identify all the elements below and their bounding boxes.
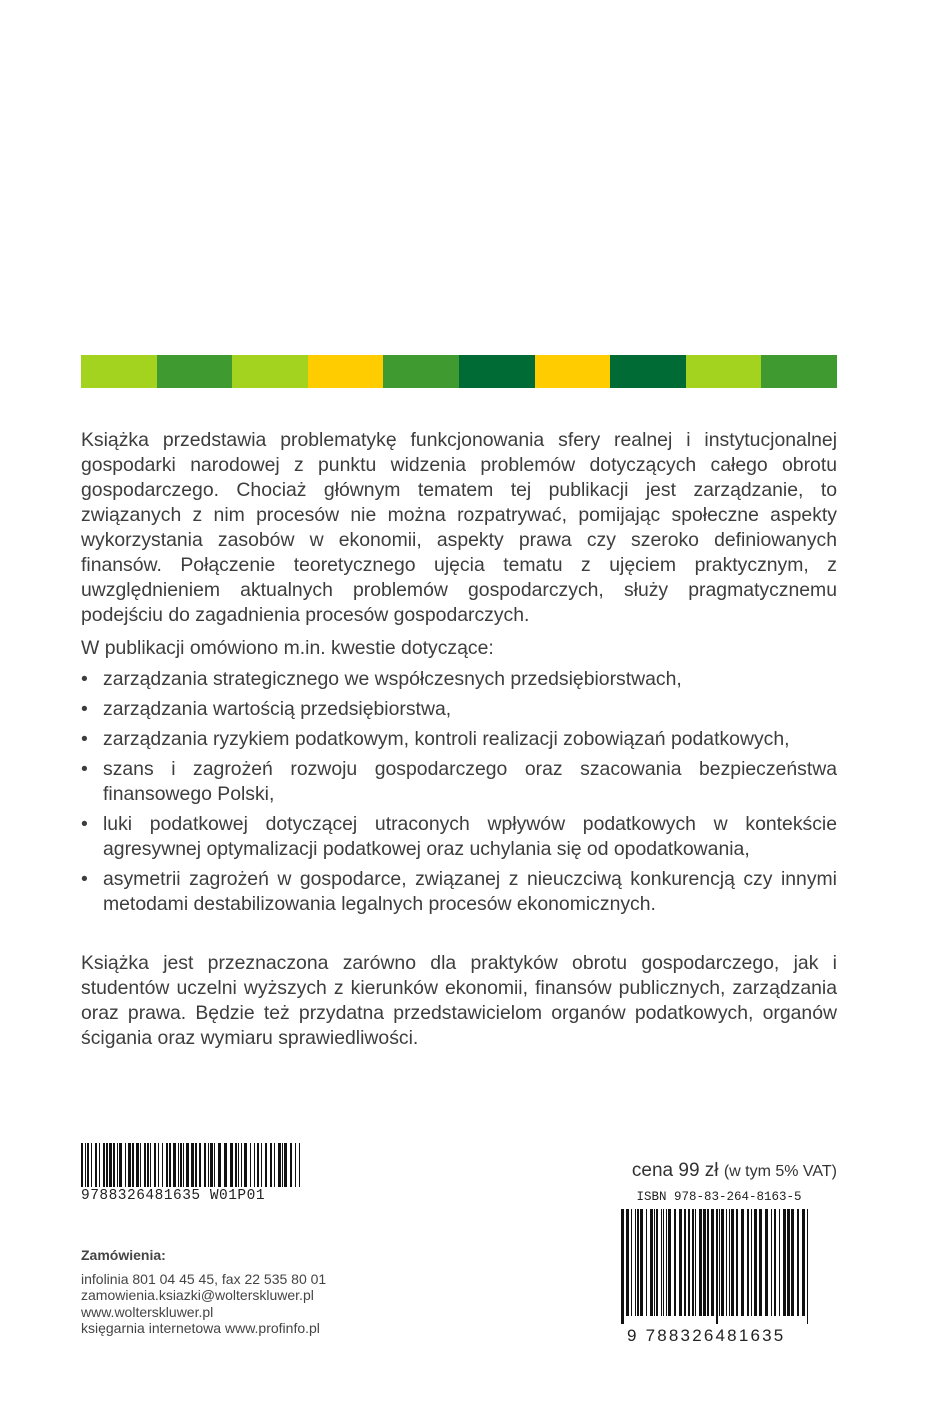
topic-text: szans i zagrożeń rozwoju gospodarczego oraz szacowania bezpieczeństwa finansowego Polski,: [103, 758, 837, 805]
barcode-bar: [241, 1143, 242, 1187]
barcode-bar: [731, 1209, 734, 1316]
barcode-bar: [147, 1143, 149, 1187]
bullet-icon: •: [81, 813, 88, 835]
barcode-bar: [87, 1143, 89, 1187]
stripe-segment: [686, 355, 762, 388]
barcode-bar: [721, 1209, 724, 1316]
barcode-bar: [284, 1143, 287, 1187]
barcode-bar: [719, 1209, 720, 1316]
barcode-bar: [180, 1143, 182, 1187]
barcode-bar: [716, 1209, 718, 1324]
barcode-bar: [707, 1209, 709, 1316]
barcode-bar: [635, 1209, 636, 1316]
topic-item: [81, 812, 837, 862]
barcode-bar: [178, 1143, 179, 1187]
orders-phone: infolinia 801 04 45 45, fax 22 535 80 01: [81, 1271, 327, 1288]
barcode-bar: [99, 1143, 100, 1187]
barcode-bar: [729, 1209, 730, 1316]
barcode-bar: [158, 1143, 159, 1187]
topics-intro: W publikacji omówiono m.in. kwestie dotyczące:: [81, 637, 494, 659]
stripe-segment: [610, 355, 686, 388]
barcode-bar: [91, 1143, 92, 1187]
barcode-bar: [166, 1143, 168, 1187]
barcode-bar: [128, 1143, 131, 1187]
barcode-bar: [81, 1143, 83, 1187]
barcode-bar: [646, 1209, 647, 1316]
barcode-bar: [626, 1209, 629, 1316]
barcode-bar: [265, 1143, 267, 1187]
barcode-bar: [771, 1209, 772, 1316]
barcode-bar: [183, 1143, 184, 1187]
barcode-bar: [631, 1209, 632, 1316]
barcode-bar: [132, 1143, 134, 1187]
barcode-bar: [726, 1209, 727, 1316]
barcode-bar: [140, 1143, 141, 1187]
isbn-label: ISBN 978-83-264-8163-5: [636, 1190, 802, 1204]
color-stripe: [81, 355, 837, 388]
isbn-barcode: [621, 1190, 817, 1346]
price-vat: (w tym 5% VAT): [723, 1163, 837, 1180]
price-main: cena 99 zł: [631, 1160, 719, 1181]
barcode-bar: [144, 1143, 146, 1187]
barcode-bar: [747, 1209, 749, 1316]
stripe-segment: [459, 355, 535, 388]
barcode-bar: [106, 1143, 108, 1187]
barcode-bar: [661, 1209, 662, 1316]
barcode-bar: [290, 1143, 292, 1187]
topic-item: [81, 757, 837, 807]
barcode-bar: [637, 1209, 639, 1316]
barcode-bar: [186, 1143, 189, 1187]
barcode-bar: [224, 1143, 227, 1187]
topic-text: zarządzania strategicznego we współczesnych przedsiębiorstwach,: [103, 668, 682, 690]
barcode-bar: [779, 1209, 780, 1316]
barcode-bar: [663, 1209, 664, 1316]
barcode-bar: [162, 1143, 163, 1187]
barcode-bar: [299, 1143, 300, 1187]
barcode-bar: [195, 1143, 197, 1187]
barcode-bar: [95, 1143, 97, 1187]
stripe-segment: [81, 355, 157, 388]
barcode-bar: [270, 1143, 272, 1187]
barcode-bar: [679, 1209, 682, 1316]
barcode-bar: [204, 1143, 206, 1187]
topic-text: zarządzania ryzykiem podatkowym, kontroli realizacji zobowiązań podatkowych,: [103, 728, 790, 750]
barcode-bar: [797, 1209, 799, 1316]
bullet-icon: •: [81, 668, 88, 690]
orders-website: www.wolterskluwer.pl: [81, 1303, 214, 1320]
topic-item: [81, 697, 837, 722]
topic-item: [81, 727, 837, 752]
barcode-bar: [751, 1209, 752, 1316]
bullet-icon: •: [81, 728, 88, 750]
barcode-bar: [250, 1143, 251, 1187]
barcode-bar: [274, 1143, 275, 1187]
isbn-digits: [621, 1326, 817, 1346]
barcode-bar: [210, 1143, 213, 1187]
stripe-segment: [761, 355, 837, 388]
barcode-bar: [703, 1209, 706, 1316]
barcode-bar: [230, 1143, 233, 1187]
barcode-bar: [684, 1209, 686, 1316]
orders-bookstore: księgarnia internetowa www.profinfo.pl: [81, 1319, 320, 1336]
barcode-bar: [103, 1143, 105, 1187]
bullet-icon: •: [81, 698, 88, 720]
barcode-bar: [741, 1209, 744, 1316]
barcode-bar: [238, 1143, 239, 1187]
barcode-bar: [278, 1143, 281, 1187]
barcode-bar: [191, 1143, 194, 1187]
barcode-bar: [802, 1209, 805, 1316]
book-description: [81, 428, 837, 1051]
barcode-bar: [85, 1143, 86, 1187]
barcode-bar: [688, 1209, 690, 1316]
stripe-segment: [535, 355, 611, 388]
bullet-icon: •: [81, 758, 88, 780]
stripe-segment: [308, 355, 384, 388]
barcode-bar: [113, 1143, 115, 1187]
internal-barcode-text: 9788326481635 W01P01: [81, 1188, 266, 1204]
barcode-bar: [736, 1209, 738, 1316]
barcode-bar: [282, 1143, 283, 1187]
topic-text: asymetrii zagrożeń w gospodarce, związanej z nieuczciwą konkurencją czy innymi metodami destabilizowania legalnych procesów ekonomicznych.: [103, 868, 837, 915]
barcode-bar: [218, 1143, 221, 1187]
barcode-bar: [235, 1143, 237, 1187]
barcode-bar: [257, 1143, 259, 1187]
barcode-bar: [668, 1209, 671, 1316]
barcode-bar: [699, 1209, 702, 1316]
barcode-bar: [261, 1143, 262, 1187]
barcode-bar: [656, 1209, 658, 1316]
barcode-bar: [154, 1143, 156, 1187]
barcode-bar: [774, 1209, 776, 1316]
barcode-bar: [173, 1143, 176, 1187]
barcode-bar: [199, 1143, 201, 1187]
barcode-bar: [674, 1209, 676, 1316]
topic-item: [81, 667, 837, 692]
internal-barcode-bars: [81, 1143, 301, 1187]
barcode-bar: [150, 1143, 151, 1187]
orders-info: [81, 1247, 411, 1336]
topic-item: [81, 867, 837, 917]
barcode-bar: [783, 1209, 786, 1316]
audience-paragraph: Książka jest przeznaczona zarówno dla praktyków obrotu gospodarczego, jak i studentów uczelni wyższych z kierunków ekonomii, finansów publicznych, zarządzania oraz prawa. Będzie też przydatna przedstawicielom organów podatkowych, organów ścigania oraz wymiaru sprawiedliwości.: [81, 952, 837, 1049]
barcode-bar: [666, 1209, 667, 1316]
barcode-bar: [136, 1143, 139, 1187]
barcode-bar: [169, 1143, 171, 1187]
barcode-bar: [640, 1209, 643, 1316]
orders-heading: Zamówienia:: [81, 1247, 166, 1263]
barcode-bar: [208, 1143, 209, 1187]
topic-text: zarządzania wartością przedsiębiorstwa,: [103, 698, 452, 720]
barcode-bar: [754, 1209, 757, 1316]
price-label: [632, 1160, 837, 1182]
orders-email: zamowienia.ksiazki@wolterskluwer.pl: [81, 1287, 314, 1304]
barcode-bar: [125, 1143, 126, 1187]
isbn-barcode-bars: [621, 1209, 811, 1324]
barcode-bar: [787, 1209, 790, 1316]
stripe-segment: [157, 355, 233, 388]
bullet-icon: •: [81, 868, 88, 890]
barcode-bar: [117, 1143, 118, 1187]
barcode-bar: [214, 1143, 215, 1187]
barcode-bar: [711, 1209, 714, 1316]
stripe-segment: [383, 355, 459, 388]
isbn-digit-groups: 788326481635: [645, 1326, 786, 1345]
barcode-bar: [759, 1209, 762, 1316]
barcode-bar: [650, 1209, 653, 1316]
barcode-bar: [254, 1143, 255, 1187]
barcode-bar: [295, 1143, 296, 1187]
barcode-bar: [621, 1209, 624, 1324]
barcode-bar: [765, 1209, 768, 1316]
barcode-bar: [791, 1209, 794, 1316]
isbn-first-digit: 9: [627, 1326, 639, 1345]
barcode-bar: [692, 1209, 694, 1316]
barcode-bar: [807, 1209, 808, 1324]
barcode-bar: [244, 1143, 247, 1187]
barcode-bar: [109, 1143, 112, 1187]
stripe-segment: [232, 355, 308, 388]
topic-text: luki podatkowej dotyczącej utraconych wpływów podatkowych w kontekście agresywnej optymalizacji podatkowej oraz uchylania się od opodatkowania,: [103, 813, 837, 860]
topics-list: [81, 667, 837, 917]
intro-paragraph: Książka przedstawia problematykę funkcjonowania sfery realnej i instytucjonalnej gospodarki narodowej z punktu widzenia problemów dotyczących całego obrotu gospodarczego. Chociaż głównym tematem tej publikacji jest zarządzanie, to związanych z nim procesów nie można rozpatrywać, pomijając społeczne aspekty wykorzystania zasobów w ekonomii, aspekty prawa czy szeroko definiowanych finansów. Połączenie teoretycznego ujęcia tematu z ujęciem praktycznym, z uwzględnieniem aktualnych problemów gospodarczych, służy pragmatycznemu podejściu do zagadnienia procesów gospodarczych.: [81, 429, 837, 626]
barcode-bar: [695, 1209, 696, 1316]
barcode-bar: [119, 1143, 122, 1187]
internal-barcode: [81, 1143, 301, 1204]
barcode-bar: [654, 1209, 655, 1316]
